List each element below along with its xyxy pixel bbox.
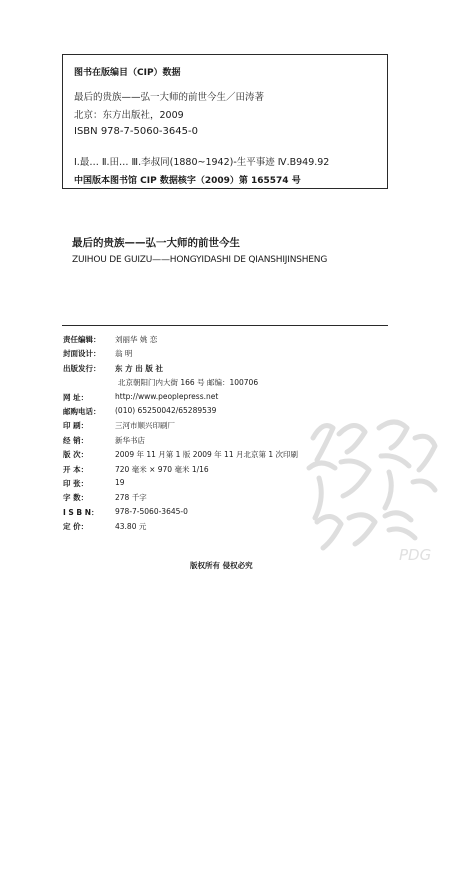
cip-heading: 图书在版编目（CIP）数据 <box>74 68 181 78</box>
info-value: 2009 年 11 月第 1 版 2009 年 11 月北京第 1 次印刷 <box>115 450 299 460</box>
info-label: 封面设计： <box>63 349 101 359</box>
rights-notice: 版权所有 侵权必究 <box>190 561 253 570</box>
cip-title-line: 最后的贵族——弘一大师的前世今生／田涛著 <box>74 92 265 103</box>
info-label: 印 张： <box>63 478 89 488</box>
info-value: 东 方 出 版 社 <box>115 363 163 373</box>
info-value: 19 <box>115 477 125 487</box>
info-label: 版 次： <box>63 450 89 460</box>
cip-data-number-line: 中国版本图书馆 CIP 数据核字（2009）第 165574 号 <box>74 176 301 186</box>
info-value: 翁 明 <box>115 349 133 359</box>
cip-classification-line: Ⅰ.最… Ⅱ.田… Ⅲ.李叔同(1880~1942)-生平事迹 Ⅳ.B949.92 <box>74 157 330 168</box>
seal-watermark <box>295 398 443 576</box>
info-label: 字 数： <box>63 493 89 503</box>
info-row-cover-design <box>63 348 393 362</box>
info-value: 新华书店 <box>115 435 145 445</box>
info-label: 定 价： <box>63 522 89 532</box>
info-label: 经 销： <box>63 435 89 445</box>
info-value: 978-7-5060-3645-0 <box>115 506 188 516</box>
book-title-chinese: 最后的贵族——弘一大师的前世今生 <box>72 237 240 249</box>
info-value: (010) 65250042/65289539 <box>115 405 217 415</box>
info-row-editor <box>63 334 393 348</box>
info-label: 网 址： <box>63 392 89 402</box>
info-value: 278 千字 <box>115 493 147 503</box>
info-value: 北京朝阳门内大街 166 号 邮编：100706 <box>118 378 259 388</box>
info-label: 责任编辑： <box>63 335 101 344</box>
info-value: 43.80 元 <box>115 522 147 532</box>
info-value: 刘丽华 姚 恋 <box>115 335 158 344</box>
book-title-pinyin: ZUIHOU DE GUIZU——HONGYIDASHI DE QIANSHIJINSHENG <box>72 255 328 265</box>
info-label: 出版发行： <box>63 363 101 373</box>
info-label: 印 刷： <box>63 421 89 431</box>
info-row-publisher <box>63 363 393 377</box>
info-label: 邮购电话： <box>63 406 101 416</box>
section-divider <box>62 325 388 326</box>
info-row-address <box>63 377 393 391</box>
info-value: 720 毫米 × 970 毫米 1/16 <box>115 464 209 474</box>
cip-isbn-line: ISBN 978-7-5060-3645-0 <box>74 126 198 137</box>
info-label: I S B N： <box>63 507 99 517</box>
info-label: 开 本： <box>63 464 89 474</box>
cip-data-box <box>62 54 388 189</box>
cip-publisher-line: 北京：东方出版社，2009 <box>74 110 184 121</box>
info-value: http://www.peoplepress.net <box>115 391 219 401</box>
info-value: 三河市顺兴印刷厂 <box>115 421 175 431</box>
pdg-watermark: PDG <box>399 546 432 564</box>
